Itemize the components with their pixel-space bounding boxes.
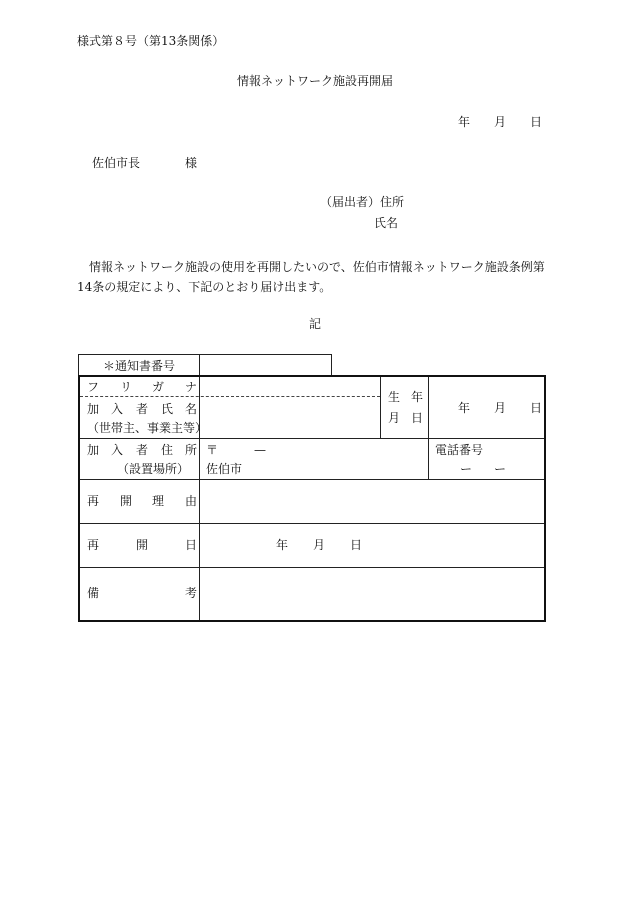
row-divider-4 [80, 567, 544, 568]
reason-label-char: 開 [120, 494, 133, 508]
birth-label-char: 日 [411, 411, 424, 425]
member-name-char: 加 [87, 402, 100, 416]
postal-mark: 〒 [206, 443, 219, 457]
member-name-char: 名 [185, 402, 198, 416]
restart-label-char: 再 [87, 538, 100, 552]
birth-day-label: 日 [530, 401, 543, 415]
restart-month-label: 月 [313, 538, 326, 552]
phone-dash: ー [460, 462, 473, 476]
birth-year-label: 年 [458, 401, 471, 415]
reason-label-char: 由 [185, 494, 198, 508]
birth-month-label: 月 [494, 401, 507, 415]
addressee-honorific: 様 [185, 156, 198, 170]
restart-label-char: 日 [185, 538, 198, 552]
reason-label-char: 理 [152, 494, 165, 508]
row-divider-1 [80, 438, 544, 439]
remarks-label-char: 備 [87, 586, 100, 600]
ki-heading: 記 [308, 317, 321, 331]
label-column-divider [199, 377, 200, 620]
date-year-label: 年 [458, 115, 471, 129]
document-title: 情報ネットワーク施設再開届 [236, 74, 393, 88]
address-label-char: 入 [111, 443, 124, 457]
furigana-divider [80, 396, 380, 397]
phone-divider [428, 438, 429, 479]
birth-label-char: 月 [388, 411, 401, 425]
form-number: 様式第８号（第13条関係） [77, 34, 225, 48]
member-name-char: 氏 [161, 402, 174, 416]
address-city: 佐伯市 [206, 462, 243, 476]
birth-divider-left [380, 377, 381, 438]
application-table [78, 375, 546, 622]
member-name-note: （世帯主、事業主等） [87, 421, 208, 435]
notice-number-table [78, 354, 332, 375]
notice-number-label: ＊通知書番号 [79, 355, 200, 375]
date-month-label: 月 [494, 115, 507, 129]
row-divider-3 [80, 523, 544, 524]
addressee: 佐伯市長 [92, 156, 141, 170]
birth-label-char: 年 [411, 390, 424, 404]
birth-label-char: 生 [388, 390, 401, 404]
member-name-char: 者 [136, 402, 149, 416]
address-label-char: 加 [87, 443, 100, 457]
address-note: （設置場所） [117, 462, 190, 476]
restart-label-char: 開 [136, 538, 149, 552]
phone-label: 電話番号 [435, 443, 484, 457]
address-label-char: 者 [136, 443, 149, 457]
address-label-char: 所 [185, 443, 198, 457]
phone-dash: ー [494, 462, 507, 476]
applicant-name-label: 氏名 [374, 216, 399, 230]
postal-dash: — [254, 443, 266, 457]
reason-label-char: 再 [87, 494, 100, 508]
applicant-address-label: （届出者）住所 [320, 195, 405, 209]
row-divider-2 [80, 479, 544, 480]
member-name-char: 入 [111, 402, 124, 416]
birth-divider-right [428, 377, 429, 438]
date-day-label: 日 [530, 115, 543, 129]
remarks-label-char: 考 [185, 586, 198, 600]
furigana-char: リ [120, 380, 133, 394]
furigana-char: ガ [152, 380, 165, 394]
address-label-char: 住 [161, 443, 174, 457]
furigana-char: ナ [185, 380, 198, 394]
furigana-char: フ [87, 380, 100, 394]
restart-year-label: 年 [276, 538, 289, 552]
body-text [77, 257, 557, 297]
body-paragraph: 情報ネットワーク施設の使用を再開したいので、佐伯市情報ネットワーク施設条例第14条の規定により、下記のとおり届け出ます。 [77, 260, 545, 294]
restart-day-label: 日 [350, 538, 363, 552]
